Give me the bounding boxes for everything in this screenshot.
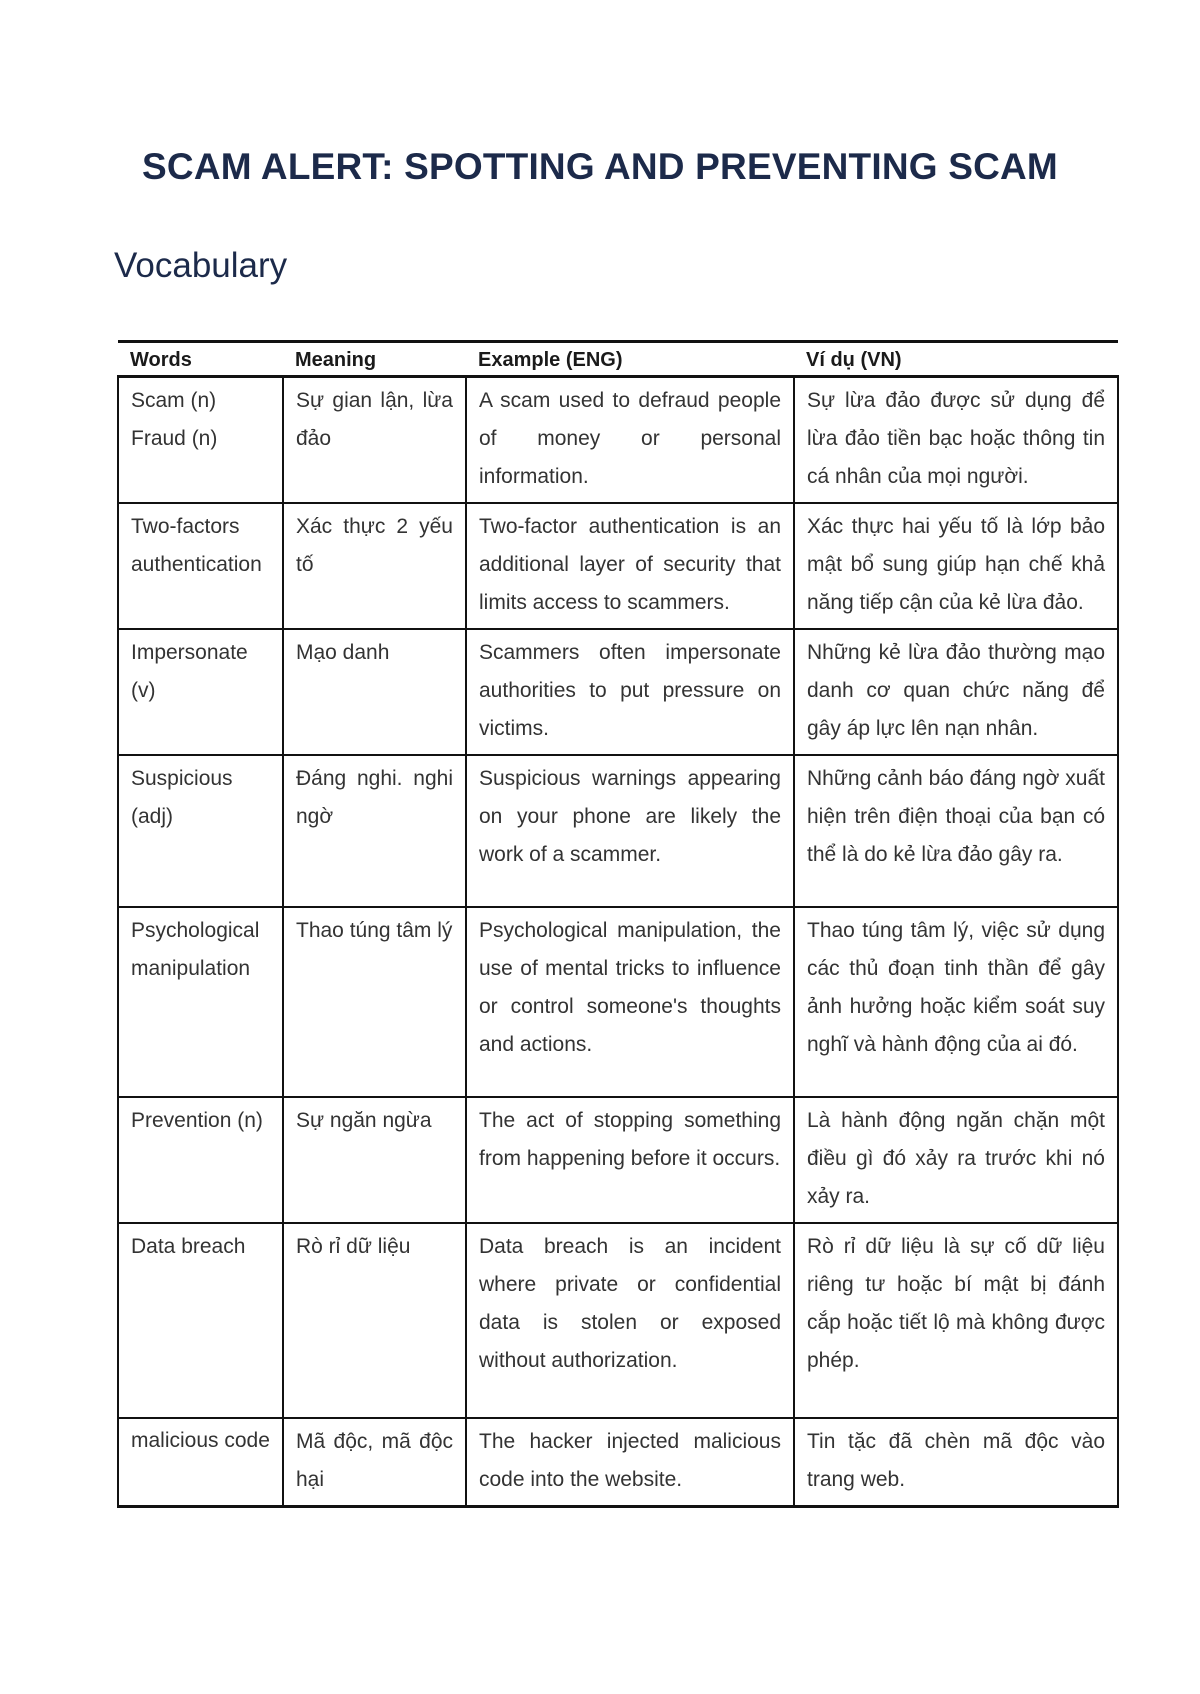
example-eng-cell: Data breach is an incident where private or confidential data is stolen or exposed without authorization. xyxy=(466,1223,794,1418)
word-cell: Two-factors authentication xyxy=(118,503,283,629)
table-row xyxy=(118,1418,1118,1507)
word-cell: Psychological manipulation xyxy=(118,907,283,1097)
table-row xyxy=(118,503,1118,629)
word-cell: Impersonate (v) xyxy=(118,629,283,755)
example-eng-cell: A scam used to defraud people of money or personal information. xyxy=(466,377,794,504)
example-vn-cell: Sự lừa đảo được sử dụng để lừa đảo tiền bạc hoặc thông tin cá nhân của mọi người. xyxy=(794,377,1118,504)
header-meaning: Meaning xyxy=(283,342,466,377)
meaning-cell: Đáng nghi. nghi ngờ xyxy=(283,755,466,907)
word-cell: Suspicious (adj) xyxy=(118,755,283,907)
example-eng-cell: Suspicious warnings appearing on your phone are likely the work of a scammer. xyxy=(466,755,794,907)
example-eng-cell: Scammers often impersonate authorities to put pressure on victims. xyxy=(466,629,794,755)
vocabulary-table xyxy=(117,340,1119,1508)
table-row xyxy=(118,755,1118,907)
meaning-cell: Mã độc, mã độc hại xyxy=(283,1418,466,1507)
example-eng-cell: Two-factor authentication is an additional layer of security that limits access to scammers. xyxy=(466,503,794,629)
table-row xyxy=(118,1097,1118,1223)
header-example-vn: Ví dụ (VN) xyxy=(794,342,1118,377)
word-cell: malicious code xyxy=(118,1418,283,1507)
table-header-row xyxy=(118,342,1118,377)
example-eng-cell: The hacker injected malicious code into the website. xyxy=(466,1418,794,1507)
example-eng-cell: The act of stopping something from happening before it occurs. xyxy=(466,1097,794,1223)
table-row xyxy=(118,629,1118,755)
header-words: Words xyxy=(118,342,283,377)
example-vn-cell: Là hành động ngăn chặn một điều gì đó xảy ra trước khi nó xảy ra. xyxy=(794,1097,1118,1223)
word-cell: Data breach xyxy=(118,1223,283,1418)
word-cell: Prevention (n) xyxy=(118,1097,283,1223)
example-vn-cell: Những cảnh báo đáng ngờ xuất hiện trên điện thoại của bạn có thể là do kẻ lừa đảo gây ra. xyxy=(794,755,1118,907)
meaning-cell: Sự ngăn ngừa xyxy=(283,1097,466,1223)
meaning-cell: Mạo danh xyxy=(283,629,466,755)
document-title: SCAM ALERT: SPOTTING AND PREVENTING SCAM xyxy=(142,146,1058,187)
meaning-cell: Thao túng tâm lý xyxy=(283,907,466,1097)
table-row xyxy=(118,377,1118,504)
meaning-cell: Rò rỉ dữ liệu xyxy=(283,1223,466,1418)
header-example-eng: Example (ENG) xyxy=(466,342,794,377)
table-row xyxy=(118,907,1118,1097)
example-vn-cell: Thao túng tâm lý, việc sử dụng các thủ đoạn tinh thần để gây ảnh hưởng hoặc kiểm soát suy nghĩ và hành động của ai đó. xyxy=(794,907,1118,1097)
section-heading: Vocabulary xyxy=(114,246,288,285)
word-cell: Scam (n) Fraud (n) xyxy=(118,377,283,504)
example-eng-cell: Psychological manipulation, the use of mental tricks to influence or control someone's thoughts and actions. xyxy=(466,907,794,1097)
meaning-cell: Sự gian lận, lừa đảo xyxy=(283,377,466,504)
meaning-cell: Xác thực 2 yếu tố xyxy=(283,503,466,629)
table-row xyxy=(118,1223,1118,1418)
example-vn-cell: Những kẻ lừa đảo thường mạo danh cơ quan chức năng để gây áp lực lên nạn nhân. xyxy=(794,629,1118,755)
example-vn-cell: Xác thực hai yếu tố là lớp bảo mật bổ sung giúp hạn chế khả năng tiếp cận của kẻ lừa đảo. xyxy=(794,503,1118,629)
example-vn-cell: Tin tặc đã chèn mã độc vào trang web. xyxy=(794,1418,1118,1507)
example-vn-cell: Rò rỉ dữ liệu là sự cố dữ liệu riêng tư hoặc bí mật bị đánh cắp hoặc tiết lộ mà không được phép. xyxy=(794,1223,1118,1418)
